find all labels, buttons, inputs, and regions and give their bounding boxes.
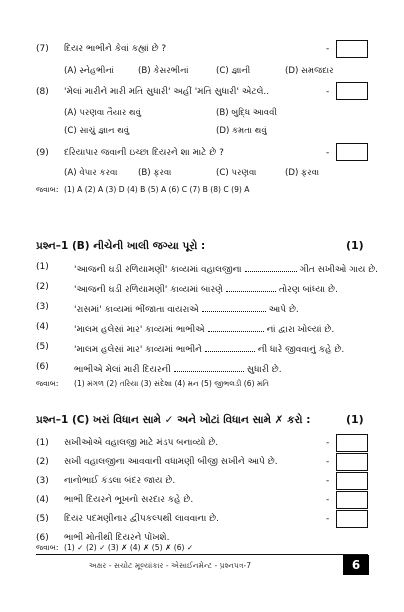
q7-option-c: (C) જ્ઞાની [216,66,251,76]
fill-answer-key: (1) મંગળ (2) તરિયા (3) સંદેશા (4) મન (5) જીભલડી (6) મતિ [74,379,270,388]
tf-2-number: (2) [36,457,49,467]
fill-answer-label: જવાબ: [36,379,59,388]
fill-2 [74,282,338,295]
footer-rule [36,554,368,555]
dash: - [326,457,330,467]
fill-4-pre: 'માલમ હલેસાં માર' કાવ્યમાં ભાભીએ [74,325,205,335]
tf-1-box[interactable] [336,434,368,452]
fill-6-number: (6) [36,362,49,372]
tf-5-text: દિયર પદમણીનાર દ્વીપકલ્પથી લાવવાના છે. [64,514,219,524]
fill-5 [74,342,344,355]
tf-1-number: (1) [36,438,49,448]
section-c-heading: પ્રશ્ન–1 (C) ખરાં વિધાન સામે ✓ અને ખોટાં વિધાન સામે ✗ કરો : [36,414,311,426]
page-number: 6 [343,555,369,575]
tf-2-box[interactable] [336,453,368,471]
dash: - [326,148,330,158]
fill-3-pre: 'રાસમાં' કાવ્યમાં ભીંજાતા વાયરાએ [74,305,199,315]
fill-1 [74,262,378,275]
fill-6-post: સુધારી છે. [246,365,282,375]
tf-1-text: સખીઓએ વહાલજી માટે મંડપ બનાવ્યો છે. [64,438,219,448]
q9-option-c: (C) પરણવા [216,168,257,178]
q9-option-d: (D) ફરવા [285,168,320,178]
tf-2-text: સખી વહાલજીના આવવાની વધામણી બીજી સખીને આપે છે. [64,457,278,467]
fill-2-pre: 'આજની ઘડી રળિયામણી' કાવ્યમાં બારણે [74,285,223,295]
question-8-number: (8) [36,87,49,97]
fill-1-pre: 'આજની ઘડી રળિયામણી' કાવ્યમાં વહાલજીના [74,265,242,275]
fill-3-post: આપે છે. [268,305,299,315]
q8-option-b: (B) બુદ્ધિ આવવી [216,108,277,118]
mcq-answer-key: (1) A (2) A (3) D (4) B (5) A (6) C (7) B (8) C (9) A [64,185,250,194]
q7-option-d: (D) સમજદાર [285,66,334,76]
fill-5-post: ની ધારે જીવવાનું કહે છે. [257,345,345,355]
fill-4-number: (4) [36,322,49,332]
tf-answer-label: જવાબ: [36,543,59,552]
question-7-number: (7) [36,44,49,54]
section-c-marks: (1) [346,413,364,426]
q8-option-c: (C) સાચું જ્ઞાન થવું [64,126,130,136]
fill-4 [74,322,334,335]
tf-4-text: ભાભી દિયરને ભૂખનો સરદાર કહે છે. [64,495,194,505]
fill-4-blank[interactable] [208,322,264,332]
tf-3-box[interactable] [336,472,368,490]
tf-6-number: (6) [36,533,49,543]
question-9-text: દરિયાપાર જવાની ઇચ્છા દિયરને શા માટે છે ? [64,148,224,158]
fill-4-post: નાં દ્વારા ખોલ્યાં છે. [266,325,335,335]
tf-answer-key: (1) ✓ (2) ✓ (3) ✗ (4) ✗ (5) ✗ (6) ✓ [64,543,194,552]
q7-option-a: (A) સ્નેહભીનાં [64,66,114,76]
section-b-heading: પ્રશ્ન–1 (B) નીચેની ખાલી જગ્યા પૂરો : [36,240,206,252]
fill-5-blank[interactable] [205,342,255,352]
fill-5-number: (5) [36,342,49,352]
tf-6-text: ભાભી મોતીથી દિયરને પોંખશે. [64,533,170,543]
tf-5-number: (5) [36,514,49,524]
fill-6-pre: ભાભીએ મેલાં મારી દિયરની [74,365,171,375]
answer-box-q8[interactable] [336,82,368,100]
fill-5-pre: 'માલમ હલેસાં માર' કાવ્યમાં ભાભીને [74,345,202,355]
footer-text: અક્ષર - સચોટ મૂલ્યાંકાર - એસાઈનમેન્ટ - પ્રશ્નપત્ર-7 [88,561,252,570]
fill-1-blank[interactable] [245,262,297,272]
dash: - [326,476,330,486]
fill-6 [74,362,282,375]
q8-option-d: (D) કમતા થવું [216,126,267,136]
fill-1-number: (1) [36,262,49,272]
tf-3-text: નાનોભાઈ કંડલા બંદર જાય છે. [64,476,176,486]
mcq-answer-label: જવાબ: [36,185,59,194]
q9-option-a: (A) વેપાર કરવા [64,168,118,178]
dash: - [326,514,330,524]
fill-6-blank[interactable] [174,362,244,372]
fill-2-blank[interactable] [226,282,276,292]
section-b-marks: (1) [346,239,364,252]
tf-4-box[interactable] [336,491,368,509]
dash: - [326,44,330,54]
fill-1-post: ગીત સખીઓ ગાય છે. [299,265,379,275]
fill-3-blank[interactable] [202,302,266,312]
dash: - [326,438,330,448]
question-7-text: દિયર ભાભીને કેવાં કહ્યાં છે ? [64,44,167,54]
question-8-text: 'મેલાં મારીને મારી મતિ સુધારી' અહીં 'મતિ સુધારી' એટલે.. [64,87,270,97]
q7-option-b: (B) કેસરભીનાં [138,66,189,76]
fill-2-number: (2) [36,282,49,292]
tf-3-number: (3) [36,476,49,486]
answer-box-q7[interactable] [336,40,368,58]
q8-option-a: (A) પરણવા તૈયાર થવું [64,108,141,118]
q9-option-b: (B) ફરવા [138,168,172,178]
dash: - [326,87,330,97]
dash: - [326,495,330,505]
fill-3-number: (3) [36,302,49,312]
tf-5-box[interactable] [336,510,368,528]
answer-box-q9[interactable] [336,143,368,161]
fill-2-post: તોરણ બાંધ્યા છે. [278,285,338,295]
fill-3 [74,302,299,315]
question-9-number: (9) [36,148,49,158]
tf-4-number: (4) [36,495,49,505]
